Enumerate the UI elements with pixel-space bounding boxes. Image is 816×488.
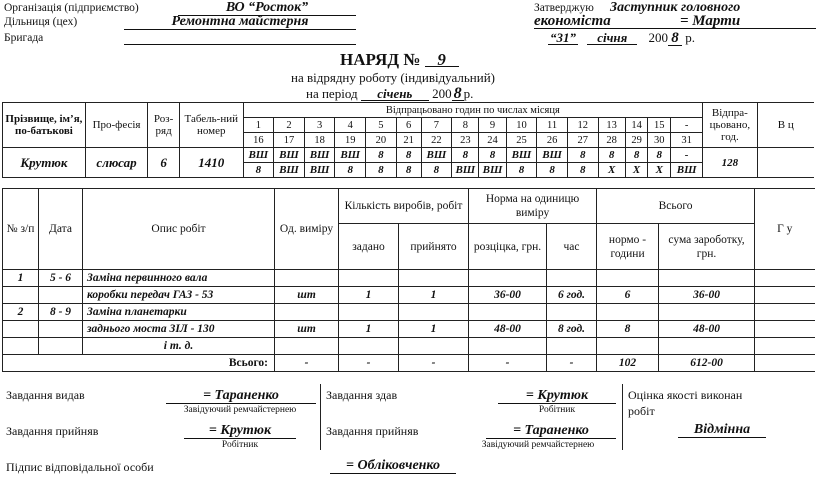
- day-cell: 23: [452, 133, 479, 148]
- col-norm-hours: нормо - години: [597, 224, 659, 270]
- date-year-digit: 8: [668, 32, 682, 46]
- division-value: Ремонтна майстерня: [124, 15, 356, 30]
- row-date: 8 - 9: [39, 304, 83, 321]
- hours-cell: 8: [366, 148, 397, 163]
- day-cell: 24: [479, 133, 506, 148]
- worker-tab-number: 1410: [179, 148, 243, 178]
- row-norm-hours: 6: [597, 287, 659, 304]
- quality-label-2: робіт: [628, 404, 655, 418]
- hours-cell: 8: [567, 163, 598, 178]
- handed-name: = Крутюк: [498, 389, 616, 404]
- day-cell: -: [671, 118, 703, 133]
- hours-cell: ВШ: [452, 163, 479, 178]
- row-rate: 36-00: [469, 287, 547, 304]
- hours-cell: 8: [452, 148, 479, 163]
- total-assigned: -: [339, 355, 399, 372]
- day-cell: 3: [304, 118, 335, 133]
- total-rate: -: [469, 355, 547, 372]
- row-rate: 48-00: [469, 321, 547, 338]
- accepted-name: = Крутюк: [184, 424, 296, 439]
- period-year-digit: 8: [453, 85, 462, 102]
- org-label: Організація (підприємство): [4, 2, 139, 14]
- table-row: [3, 321, 815, 338]
- row-desc-line1: Заміна первинного вала: [83, 270, 275, 287]
- day-cell: 2: [274, 118, 305, 133]
- hours-cell: 8: [506, 163, 537, 178]
- responsible-label: Підпис відповідальної особи: [6, 460, 154, 474]
- period-label: на період: [306, 86, 358, 101]
- empty-cell: [39, 287, 83, 304]
- empty-cell: [399, 338, 469, 355]
- hours-cell: Х: [598, 163, 625, 178]
- day-cell: 1: [243, 118, 274, 133]
- accepted-label: Завдання прийняв: [6, 424, 99, 438]
- day-cell: 9: [479, 118, 506, 133]
- empty-cell: [755, 338, 815, 355]
- hours-cell: 8: [243, 163, 274, 178]
- col-description: Опис робіт: [83, 189, 275, 270]
- worker-profession: слюсар: [85, 148, 147, 178]
- empty-cell: [547, 270, 597, 287]
- approve-date: [548, 30, 695, 46]
- timesheet-header-row: [3, 103, 815, 118]
- date-month: січня: [587, 31, 637, 45]
- row-desc-line2: коробки передач ГАЗ - 53: [83, 287, 275, 304]
- table-row: [3, 270, 815, 287]
- hours-cell: ВШ: [335, 148, 366, 163]
- empty-cell: [659, 270, 755, 287]
- brigade-line: [124, 44, 356, 45]
- col-total: Всього: [597, 189, 755, 224]
- empty-cell: [275, 270, 339, 287]
- issued-label: Завдання видав: [6, 388, 85, 402]
- day-cell: 7: [421, 118, 452, 133]
- total-label: Всього:: [3, 355, 275, 372]
- hours-cell: 8: [598, 148, 625, 163]
- row-etc: і т. д.: [83, 338, 275, 355]
- day-cell: 11: [537, 118, 568, 133]
- division-label: Дільниця (цех): [4, 16, 78, 28]
- hours-cell: 8: [537, 163, 568, 178]
- row-assigned: 1: [339, 287, 399, 304]
- signature-divider: [320, 384, 321, 450]
- approve-title: Заступник головного: [610, 0, 741, 15]
- col-profession: Про-фесія: [85, 103, 147, 148]
- worker-extra-cell: [757, 148, 814, 178]
- brigade-label: Бригада: [4, 32, 44, 44]
- empty-cell: [399, 270, 469, 287]
- col-norm: Норма на одиницю виміру: [469, 189, 597, 224]
- order-title: [340, 50, 459, 70]
- day-cell: 17: [274, 133, 305, 148]
- total-norm-hours: 102: [597, 355, 659, 372]
- col-worked: Відпра-цьовано, год.: [703, 103, 757, 148]
- day-cell: 14: [625, 118, 648, 133]
- day-cell: 13: [598, 118, 625, 133]
- accepted2-role: Завідуючий ремчайстернею: [481, 440, 595, 450]
- empty-cell: [339, 338, 399, 355]
- hours-cell: ВШ: [479, 163, 506, 178]
- total-accepted: -: [399, 355, 469, 372]
- hours-cell: 8: [396, 163, 421, 178]
- empty-cell: [39, 338, 83, 355]
- total-time: -: [547, 355, 597, 372]
- org-value: ВО “Росток”: [178, 1, 356, 16]
- col-num: № з/п: [3, 189, 39, 270]
- order-number: 9: [425, 53, 459, 67]
- col-extra: В ц: [757, 103, 814, 148]
- hours-cell: 8: [625, 148, 648, 163]
- worker-worked-total: 128: [703, 148, 757, 178]
- hours-cell: Х: [648, 163, 671, 178]
- accepted-role: Робітник: [221, 440, 259, 450]
- empty-cell: [339, 304, 399, 321]
- row-num: 2: [3, 304, 39, 321]
- col-hours-by-day: Відпрацьовано годин по числах місяця: [243, 103, 703, 118]
- empty-cell: [469, 304, 547, 321]
- day-cell: 4: [335, 118, 366, 133]
- row-unit: шт: [275, 321, 339, 338]
- day-cell: 18: [304, 133, 335, 148]
- empty-cell: [755, 287, 815, 304]
- empty-cell: [597, 270, 659, 287]
- date-suffix: р.: [685, 30, 695, 45]
- row-time: 6 год.: [547, 287, 597, 304]
- hours-cell: ВШ: [506, 148, 537, 163]
- total-row: [3, 355, 815, 372]
- table-row: [3, 287, 815, 304]
- col-quantity: Кількість виробів, робіт: [339, 189, 469, 224]
- day-cell: 8: [452, 118, 479, 133]
- empty-cell: [659, 338, 755, 355]
- timesheet-table: [2, 102, 814, 178]
- table-row: [3, 338, 815, 355]
- hours-cell: ВШ: [304, 163, 335, 178]
- empty-cell: [755, 304, 815, 321]
- responsible-name: = Обліковченко: [330, 459, 456, 474]
- empty-cell: [275, 304, 339, 321]
- col-accepted: прийнято: [399, 224, 469, 270]
- row-date: 5 - 6: [39, 270, 83, 287]
- empty-cell: [3, 321, 39, 338]
- approve-title2: економіста = Марти: [534, 14, 816, 29]
- hours-cell: 8: [366, 163, 397, 178]
- approve-label: Затверджую: [534, 2, 594, 14]
- worker-hours-row-1: [3, 148, 815, 163]
- col-time: час: [547, 224, 597, 270]
- hours-cell: 8: [567, 148, 598, 163]
- day-cell: 21: [396, 133, 421, 148]
- day-cell: 30: [648, 133, 671, 148]
- quality-label: Оцінка якості виконан: [628, 388, 743, 402]
- day-cell: 22: [421, 133, 452, 148]
- row-accepted: 1: [399, 287, 469, 304]
- hours-cell: 8: [421, 163, 452, 178]
- empty-cell: [339, 270, 399, 287]
- handed-role: Робітник: [538, 405, 576, 415]
- total-unit: -: [275, 355, 339, 372]
- hours-cell: ВШ: [274, 148, 305, 163]
- empty-cell: [547, 304, 597, 321]
- hours-cell: 8: [396, 148, 421, 163]
- row-time: 8 год.: [547, 321, 597, 338]
- row-num: 1: [3, 270, 39, 287]
- col-assigned: задано: [339, 224, 399, 270]
- row-unit: шт: [275, 287, 339, 304]
- total-sum: 612-00: [659, 355, 755, 372]
- date-day: “31”: [550, 30, 576, 45]
- row-sum: 36-00: [659, 287, 755, 304]
- day-cell: 15: [648, 118, 671, 133]
- worker-grade: 6: [148, 148, 180, 178]
- quality-value: Відмінна: [678, 423, 766, 438]
- hours-cell: ВШ: [274, 163, 305, 178]
- empty-cell: [3, 338, 39, 355]
- col-date: Дата: [39, 189, 83, 270]
- row-accepted: 1: [399, 321, 469, 338]
- empty-cell: [659, 304, 755, 321]
- hours-cell: ВШ: [304, 148, 335, 163]
- day-cell: 6: [396, 118, 421, 133]
- empty-cell: [755, 321, 815, 338]
- empty-cell: [469, 338, 547, 355]
- hours-cell: ВШ: [243, 148, 274, 163]
- hours-cell: Х: [625, 163, 648, 178]
- day-cell: 27: [567, 133, 598, 148]
- work-header-row-1: [3, 189, 815, 224]
- order-title-text: НАРЯД №: [340, 50, 421, 69]
- period-year-prefix: 200: [432, 86, 452, 101]
- date-year-prefix: 200: [648, 30, 668, 45]
- empty-cell: [547, 338, 597, 355]
- order-period: [306, 86, 473, 102]
- empty-cell: [469, 270, 547, 287]
- table-row: [3, 304, 815, 321]
- col-sum: сума зароботку, грн.: [659, 224, 755, 270]
- day-cell: 26: [537, 133, 568, 148]
- hours-cell: 8: [335, 163, 366, 178]
- col-rate: розціцка, грн.: [469, 224, 547, 270]
- row-desc-line2: заднього моста ЗІЛ - 130: [83, 321, 275, 338]
- hours-cell: ВШ: [421, 148, 452, 163]
- handed-label: Завдання здав: [326, 388, 398, 402]
- day-cell: 25: [506, 133, 537, 148]
- accepted2-name: = Тараненко: [486, 424, 616, 439]
- period-month: січень: [361, 87, 429, 101]
- row-assigned: 1: [339, 321, 399, 338]
- accepted2-label: Завдання прийняв: [326, 424, 419, 438]
- signature-divider: [622, 384, 623, 450]
- empty-cell: [755, 355, 815, 372]
- approve-name: = Марти: [680, 13, 741, 29]
- day-cell: 16: [243, 133, 274, 148]
- day-cell: 10: [506, 118, 537, 133]
- issued-role: Завідуючий ремчайстернею: [183, 405, 297, 415]
- row-sum: 48-00: [659, 321, 755, 338]
- day-cell: 20: [366, 133, 397, 148]
- period-suffix: р.: [463, 86, 474, 101]
- col-extra: Г у: [755, 189, 815, 270]
- day-cell: 28: [598, 133, 625, 148]
- day-cell: 31: [671, 133, 703, 148]
- hours-cell: -: [671, 148, 703, 163]
- hours-cell: 8: [648, 148, 671, 163]
- issued-name: = Тараненко: [166, 389, 316, 404]
- empty-cell: [597, 304, 659, 321]
- hours-cell: ВШ: [671, 163, 703, 178]
- empty-cell: [399, 304, 469, 321]
- col-name: Прізвище, ім’я, по-батькові: [3, 103, 86, 148]
- empty-cell: [275, 338, 339, 355]
- row-desc-line1: Заміна планетарки: [83, 304, 275, 321]
- empty-cell: [3, 287, 39, 304]
- col-tab-number: Табель-ний номер: [179, 103, 243, 148]
- row-norm-hours: 8: [597, 321, 659, 338]
- empty-cell: [597, 338, 659, 355]
- day-cell: 12: [567, 118, 598, 133]
- day-cell: 29: [625, 133, 648, 148]
- hours-cell: 8: [479, 148, 506, 163]
- work-table: [2, 188, 815, 372]
- worker-name: Крутюк: [3, 148, 86, 178]
- empty-cell: [755, 270, 815, 287]
- order-subtitle: на відрядну роботу (індивідуальний): [291, 70, 496, 85]
- hours-cell: ВШ: [537, 148, 568, 163]
- col-unit: Од. виміру: [275, 189, 339, 270]
- col-grade: Роз-ряд: [148, 103, 180, 148]
- empty-cell: [39, 321, 83, 338]
- day-cell: 19: [335, 133, 366, 148]
- day-cell: 5: [366, 118, 397, 133]
